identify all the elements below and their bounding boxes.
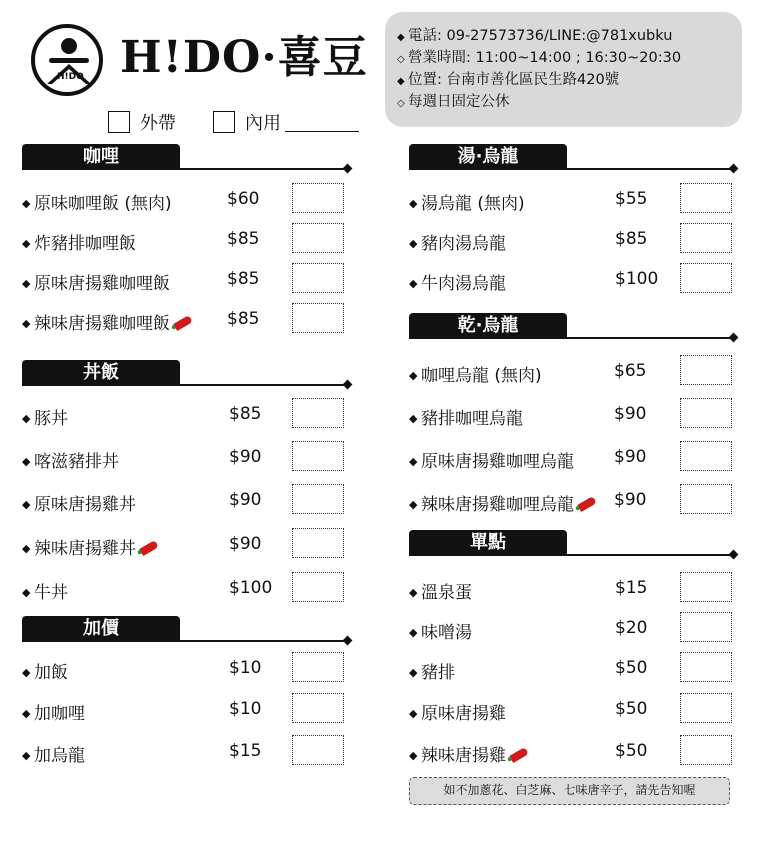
menu-item-price: $85 bbox=[227, 229, 260, 249]
section-addon bbox=[22, 616, 348, 646]
bullet-icon: ◆ bbox=[22, 277, 31, 290]
chili-pepper-icon bbox=[139, 540, 159, 556]
menu-item-name: ◆ 原味咖哩飯 (無肉) bbox=[22, 194, 172, 214]
menu-item bbox=[409, 693, 732, 725]
menu-item-price: $90 bbox=[614, 447, 647, 467]
store-info-box bbox=[385, 12, 742, 127]
section-divider bbox=[180, 168, 348, 170]
menu-item-price: $50 bbox=[615, 658, 648, 678]
section-divider bbox=[567, 554, 734, 556]
menu-item-name: ◆ 湯烏龍 (無肉) bbox=[409, 194, 525, 214]
menu-item-name: ◆ 加咖哩 bbox=[22, 704, 85, 724]
section-dry-udon bbox=[409, 313, 734, 343]
dinein-label: 內用 bbox=[245, 113, 281, 134]
quantity-box[interactable] bbox=[680, 355, 732, 385]
menu-item-name: ◆ 炸豬排咖哩飯 bbox=[22, 234, 136, 254]
menu-item bbox=[22, 263, 344, 295]
menu-item-name: ◆ 原味唐揚雞咖哩烏龍 bbox=[409, 452, 574, 472]
section-curry bbox=[22, 144, 348, 174]
menu-item bbox=[409, 263, 732, 295]
section-sides bbox=[409, 530, 734, 560]
takeout-checkbox[interactable] bbox=[108, 111, 130, 133]
brand-logo bbox=[28, 22, 373, 102]
bullet-icon: ◆ bbox=[409, 369, 418, 382]
menu-item-name: ◆ 辣味唐揚雞 bbox=[409, 741, 528, 766]
bullet-icon: ◆ bbox=[22, 455, 31, 468]
bullet-icon: ◆ bbox=[409, 666, 418, 679]
info-location: ◆ 位置: 台南市善化區民生路420號 bbox=[397, 72, 620, 88]
menu-item-name: ◆ 溫泉蛋 bbox=[409, 583, 472, 603]
menu-item-price: $90 bbox=[229, 490, 262, 510]
brand-name: H!DO·喜豆 bbox=[120, 32, 368, 83]
menu-item-price: $90 bbox=[229, 447, 262, 467]
menu-item-name: ◆ 喀滋豬排丼 bbox=[22, 452, 119, 472]
bullet-icon: ◆ bbox=[22, 666, 31, 679]
menu-item-price: $50 bbox=[615, 699, 648, 719]
menu-item-name: ◆ 牛肉湯烏龍 bbox=[409, 274, 506, 294]
menu-item-price: $90 bbox=[614, 404, 647, 424]
quantity-box[interactable] bbox=[292, 183, 344, 213]
menu-item-name: ◆ 辣味唐揚雞咖哩飯 bbox=[22, 309, 192, 334]
menu-item-name: ◆ 原味唐揚雞咖哩飯 bbox=[22, 274, 170, 294]
menu-item bbox=[409, 484, 732, 516]
quantity-box[interactable] bbox=[680, 223, 732, 253]
bullet-icon: ◆ bbox=[409, 197, 418, 210]
menu-item-price: $15 bbox=[615, 578, 648, 598]
menu-item-price: $65 bbox=[614, 361, 647, 381]
menu-item bbox=[22, 398, 344, 430]
quantity-box[interactable] bbox=[680, 484, 732, 514]
bullet-icon: ◆ bbox=[22, 237, 31, 250]
section-divider bbox=[567, 337, 734, 339]
bullet-icon: ◆ bbox=[409, 412, 418, 425]
bullet-icon: ◆ bbox=[409, 626, 418, 639]
quantity-box[interactable] bbox=[292, 484, 344, 514]
bullet-icon: ◆ bbox=[409, 707, 418, 720]
section-title: 丼飯 bbox=[22, 360, 180, 386]
menu-item-name: ◆ 味噌湯 bbox=[409, 623, 472, 643]
takeout-option[interactable] bbox=[108, 110, 176, 134]
menu-item-price: $85 bbox=[227, 269, 260, 289]
quantity-box[interactable] bbox=[292, 398, 344, 428]
quantity-box[interactable] bbox=[292, 693, 344, 723]
menu-item-price: $90 bbox=[229, 534, 262, 554]
menu-item bbox=[22, 735, 344, 767]
menu-item bbox=[22, 693, 344, 725]
menu-item bbox=[409, 612, 732, 644]
section-donburi bbox=[22, 360, 348, 390]
menu-item bbox=[22, 484, 344, 516]
section-soup-udon bbox=[409, 144, 734, 174]
menu-item bbox=[409, 183, 732, 215]
menu-item bbox=[409, 223, 732, 255]
quantity-box[interactable] bbox=[680, 735, 732, 765]
menu-item-name: ◆ 牛丼 bbox=[22, 583, 68, 603]
quantity-box[interactable] bbox=[292, 652, 344, 682]
chili-pepper-icon bbox=[577, 496, 597, 512]
menu-item bbox=[409, 355, 732, 387]
quantity-box[interactable] bbox=[292, 223, 344, 253]
bullet-icon: ◆ bbox=[409, 586, 418, 599]
info-hours: ◇ 營業時間: 11:00~14:00 ; 16:30~20:30 bbox=[397, 50, 682, 66]
section-divider bbox=[567, 168, 734, 170]
menu-item bbox=[409, 572, 732, 604]
bullet-icon: ◆ bbox=[22, 197, 31, 210]
menu-item bbox=[22, 652, 344, 684]
bullet-icon: ◆ bbox=[409, 498, 418, 511]
dinein-option[interactable] bbox=[213, 110, 359, 134]
takeout-label: 外帶 bbox=[140, 113, 176, 134]
info-closed-day: ◇ 每週日固定公休 bbox=[397, 94, 510, 110]
menu-item bbox=[22, 303, 344, 335]
quantity-box[interactable] bbox=[292, 263, 344, 293]
menu-item-name: ◆ 原味唐揚雞丼 bbox=[22, 495, 136, 515]
menu-item-price: $15 bbox=[229, 741, 262, 761]
menu-item-name: ◆ 原味唐揚雞 bbox=[409, 704, 506, 724]
bullet-icon: ◆ bbox=[409, 749, 418, 762]
bullet-icon: ◆ bbox=[22, 749, 31, 762]
menu-item-price: $85 bbox=[615, 229, 648, 249]
section-title: 加價 bbox=[22, 616, 180, 642]
menu-item-name: ◆ 辣味唐揚雞丼 bbox=[22, 534, 158, 559]
menu-item-name: ◆ 加飯 bbox=[22, 663, 68, 683]
menu-item-price: $10 bbox=[229, 699, 262, 719]
info-phone: ◆ 電話: 09-27573736/LINE:@781xubku bbox=[397, 28, 673, 44]
bullet-icon: ◆ bbox=[22, 707, 31, 720]
menu-item-price: $90 bbox=[614, 490, 647, 510]
condiment-note: 如不加蔥花、白芝麻、七味唐辛子，請先告知喔 bbox=[409, 777, 730, 805]
bullet-icon: ◆ bbox=[409, 455, 418, 468]
bullet-icon: ◆ bbox=[22, 498, 31, 511]
menu-item bbox=[22, 441, 344, 473]
chili-pepper-icon bbox=[509, 747, 529, 763]
bullet-icon: ◆ bbox=[22, 542, 31, 555]
menu-item bbox=[22, 223, 344, 255]
dinein-checkbox[interactable] bbox=[213, 111, 235, 133]
quantity-box[interactable] bbox=[292, 441, 344, 471]
section-title: 單點 bbox=[409, 530, 567, 556]
quantity-box[interactable] bbox=[292, 303, 344, 333]
section-divider bbox=[180, 640, 348, 642]
menu-item-name: ◆ 豬排咖哩烏龍 bbox=[409, 409, 523, 429]
section-divider bbox=[180, 384, 348, 386]
quantity-box[interactable] bbox=[680, 263, 732, 293]
quantity-box[interactable] bbox=[680, 398, 732, 428]
menu-item-price: $85 bbox=[227, 309, 260, 329]
bullet-icon: ◆ bbox=[22, 586, 31, 599]
logo-emblem-icon bbox=[31, 24, 103, 96]
bullet-icon: ◆ bbox=[22, 412, 31, 425]
quantity-box[interactable] bbox=[680, 652, 732, 682]
menu-item bbox=[409, 652, 732, 684]
menu-item-name: ◆ 豚丼 bbox=[22, 409, 68, 429]
menu-item-price: $20 bbox=[615, 618, 648, 638]
table-number-field[interactable] bbox=[285, 112, 359, 132]
section-title: 乾·烏龍 bbox=[409, 313, 567, 339]
quantity-box[interactable] bbox=[292, 735, 344, 765]
section-title: 咖哩 bbox=[22, 144, 180, 170]
quantity-box[interactable] bbox=[292, 572, 344, 602]
menu-item bbox=[409, 398, 732, 430]
quantity-box[interactable] bbox=[680, 693, 732, 723]
menu-item-name: ◆ 咖哩烏龍 (無肉) bbox=[409, 366, 542, 386]
menu-item-price: $10 bbox=[229, 658, 262, 678]
menu-item-price: $100 bbox=[615, 269, 659, 289]
bullet-icon: ◆ bbox=[409, 277, 418, 290]
menu-item-price: $50 bbox=[615, 741, 648, 761]
menu-item-name: ◆ 豬肉湯烏龍 bbox=[409, 234, 506, 254]
menu-item bbox=[409, 441, 732, 473]
menu-item-name: ◆ 加烏龍 bbox=[22, 746, 85, 766]
menu-item-name: ◆ 豬排 bbox=[409, 663, 455, 683]
menu-item-name: ◆ 辣味唐揚雞咖哩烏龍 bbox=[409, 490, 596, 515]
bullet-icon: ◆ bbox=[409, 237, 418, 250]
chili-pepper-icon bbox=[173, 315, 193, 331]
section-title: 湯·烏龍 bbox=[409, 144, 567, 170]
quantity-box[interactable] bbox=[680, 183, 732, 213]
bullet-icon: ◆ bbox=[22, 317, 31, 330]
menu-item-price: $85 bbox=[229, 404, 262, 424]
menu-item bbox=[22, 572, 344, 604]
quantity-box[interactable] bbox=[680, 572, 732, 602]
menu-item-price: $60 bbox=[227, 189, 260, 209]
menu-item bbox=[22, 528, 344, 560]
logo-badge-text: H!DO bbox=[57, 72, 84, 82]
menu-item-price: $100 bbox=[229, 578, 273, 598]
menu-item bbox=[22, 183, 344, 215]
quantity-box[interactable] bbox=[680, 441, 732, 471]
quantity-box[interactable] bbox=[292, 528, 344, 558]
quantity-box[interactable] bbox=[680, 612, 732, 642]
menu-item-price: $55 bbox=[615, 189, 648, 209]
menu-item bbox=[409, 735, 732, 767]
